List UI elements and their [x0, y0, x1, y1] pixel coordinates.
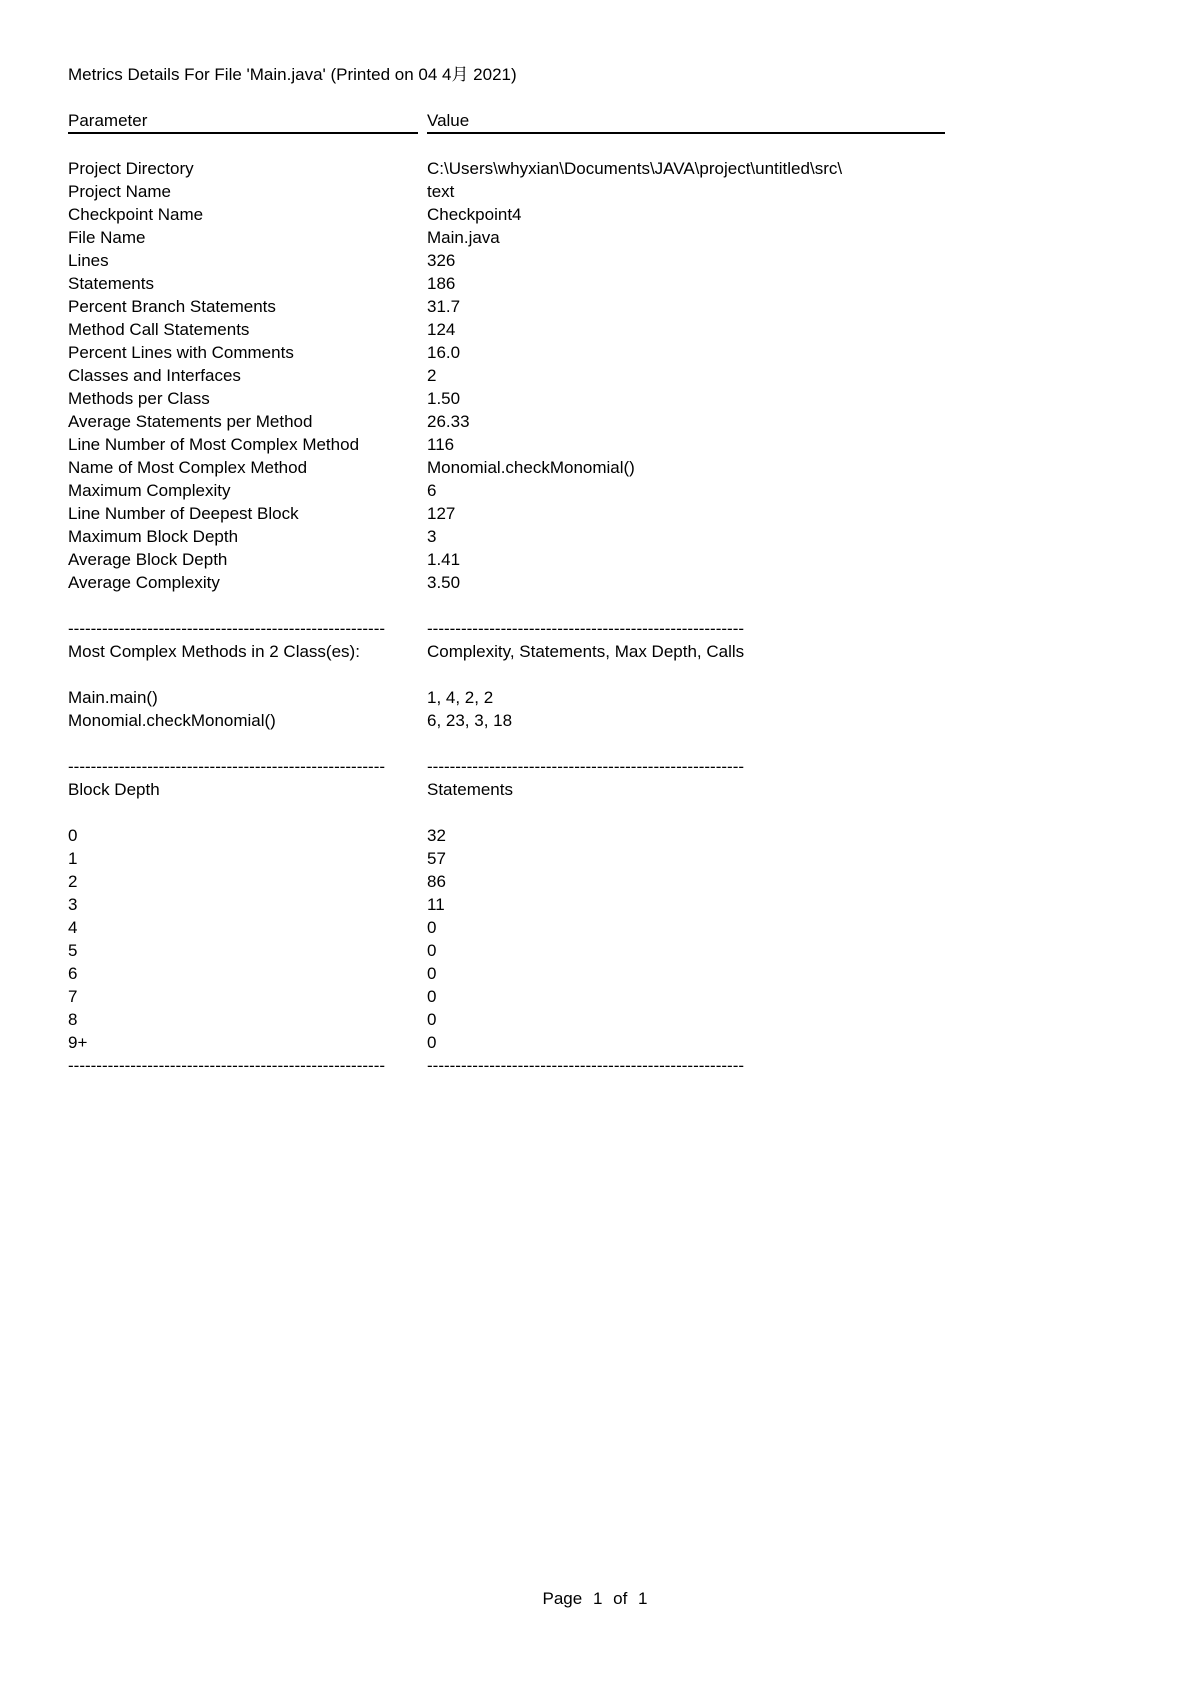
statement-count: 0	[427, 964, 437, 983]
metric-row	[68, 341, 945, 364]
metric-row	[68, 571, 945, 594]
metric-name: File Name	[68, 228, 146, 247]
metric-row	[68, 502, 945, 525]
depth-value: 8	[68, 1010, 78, 1029]
statement-count: 0	[427, 1010, 437, 1029]
metric-value: 124	[427, 320, 456, 339]
metric-value: 6	[427, 481, 437, 500]
depth-value: 3	[68, 895, 78, 914]
metric-name: Maximum Block Depth	[68, 527, 239, 546]
depth-value: 6	[68, 964, 78, 983]
metric-value: 31.7	[427, 297, 461, 316]
dashed-separator: --------------------------------------------------------	[68, 1056, 386, 1075]
depth-value: 2	[68, 872, 78, 891]
metric-value: 186	[427, 274, 456, 293]
metric-name: Line Number of Most Complex Method	[68, 435, 360, 454]
metric-row	[68, 364, 945, 387]
complex-methods-title: Most Complex Methods in 2 Class(es):	[68, 642, 360, 661]
metric-value: Monomial.checkMonomial()	[427, 458, 635, 477]
metric-row	[68, 226, 945, 249]
block-depth-row	[68, 916, 945, 939]
metric-name: Average Statements per Method	[68, 412, 313, 431]
block-depth-row	[68, 962, 945, 985]
metric-value: 16.0	[427, 343, 461, 362]
metric-value: text	[427, 182, 455, 201]
metric-row	[68, 272, 945, 295]
depth-value: 0	[68, 826, 78, 845]
complex-methods-columns: Complexity, Statements, Max Depth, Calls	[427, 642, 745, 661]
dashed-separator: --------------------------------------------------------	[427, 757, 745, 776]
metric-name: Line Number of Deepest Block	[68, 504, 299, 523]
block-depth-row	[68, 824, 945, 847]
depth-value: 4	[68, 918, 78, 937]
metric-row	[68, 456, 945, 479]
statement-count: 0	[427, 987, 437, 1006]
method-row	[68, 686, 945, 709]
metric-value: Main.java	[427, 228, 500, 247]
block-depth-row	[68, 870, 945, 893]
block-depth-row	[68, 1031, 945, 1054]
dashed-separator: --------------------------------------------------------	[68, 619, 386, 638]
dashed-separator: --------------------------------------------------------	[427, 619, 745, 638]
statement-count: 57	[427, 849, 446, 868]
separator-row	[68, 755, 945, 778]
statement-count: 32	[427, 826, 446, 845]
metric-name: Average Complexity	[68, 573, 220, 592]
depth-value: 1	[68, 849, 78, 868]
block-depth-row	[68, 893, 945, 916]
block-depth-row	[68, 939, 945, 962]
depth-value: 5	[68, 941, 78, 960]
metric-name: Methods per Class	[68, 389, 210, 408]
block-depth-header: Block Depth	[68, 780, 160, 799]
metric-row	[68, 295, 945, 318]
metric-name: Project Directory	[68, 159, 194, 178]
block-depth-header-row	[68, 778, 945, 801]
metric-row	[68, 387, 945, 410]
dashed-separator: --------------------------------------------------------	[427, 1056, 745, 1075]
block-depth-row	[68, 1008, 945, 1031]
metric-value: 127	[427, 504, 456, 523]
column-header-parameter: Parameter	[68, 109, 418, 134]
metric-row	[68, 410, 945, 433]
metric-name: Percent Lines with Comments	[68, 343, 294, 362]
method-values: 1, 4, 2, 2	[427, 688, 494, 707]
metric-row	[68, 180, 945, 203]
statement-count: 0	[427, 1033, 437, 1052]
metric-name: Percent Branch Statements	[68, 297, 276, 316]
metric-value: C:\Users\whyxian\Documents\JAVA\project\untitled\src\	[427, 159, 843, 178]
report-title: Metrics Details For File 'Main.java' (Printed on 04 4月 2021)	[68, 65, 517, 84]
method-values: 6, 23, 3, 18	[427, 711, 513, 730]
metric-value: 116	[427, 435, 455, 454]
statement-count: 86	[427, 872, 446, 891]
metric-name: Maximum Complexity	[68, 481, 231, 500]
metric-row	[68, 479, 945, 502]
statements-header: Statements	[427, 780, 513, 799]
metric-value: 326	[427, 251, 456, 270]
metric-row	[68, 318, 945, 341]
metric-name: Project Name	[68, 182, 171, 201]
metric-value: 3.50	[427, 573, 461, 592]
report-content	[68, 63, 945, 1077]
metric-value: 1.50	[427, 389, 461, 408]
complex-methods-header-row	[68, 640, 945, 663]
method-name: Main.main()	[68, 688, 158, 707]
metric-name: Statements	[68, 274, 154, 293]
metric-value: Checkpoint4	[427, 205, 522, 224]
metric-row	[68, 249, 945, 272]
separator-row	[68, 617, 945, 640]
column-header-row	[68, 109, 945, 134]
statement-count: 0	[427, 941, 437, 960]
metric-value: 26.33	[427, 412, 470, 431]
method-row	[68, 709, 945, 732]
column-header-value: Value	[427, 109, 945, 134]
block-depth-row	[68, 985, 945, 1008]
page-footer: Page 1 of 1	[542, 1589, 648, 1608]
metric-name: Average Block Depth	[68, 550, 228, 569]
metric-name: Name of Most Complex Method	[68, 458, 308, 477]
metric-row	[68, 203, 945, 226]
metric-row	[68, 433, 945, 456]
metric-value: 3	[427, 527, 437, 546]
depth-value: 9+	[68, 1033, 88, 1052]
metric-value: 2	[427, 366, 437, 385]
method-name: Monomial.checkMonomial()	[68, 711, 276, 730]
metric-name: Checkpoint Name	[68, 205, 204, 224]
block-depth-row	[68, 847, 945, 870]
dashed-separator: --------------------------------------------------------	[68, 757, 386, 776]
statement-count: 0	[427, 918, 437, 937]
statement-count: 11	[427, 895, 445, 914]
metric-name: Classes and Interfaces	[68, 366, 241, 385]
metric-row	[68, 525, 945, 548]
depth-value: 7	[68, 987, 78, 1006]
metric-value: 1.41	[427, 550, 461, 569]
metric-row	[68, 157, 945, 180]
separator-row	[68, 1054, 945, 1077]
metric-name: Lines	[68, 251, 109, 270]
metric-row	[68, 548, 945, 571]
metric-name: Method Call Statements	[68, 320, 250, 339]
